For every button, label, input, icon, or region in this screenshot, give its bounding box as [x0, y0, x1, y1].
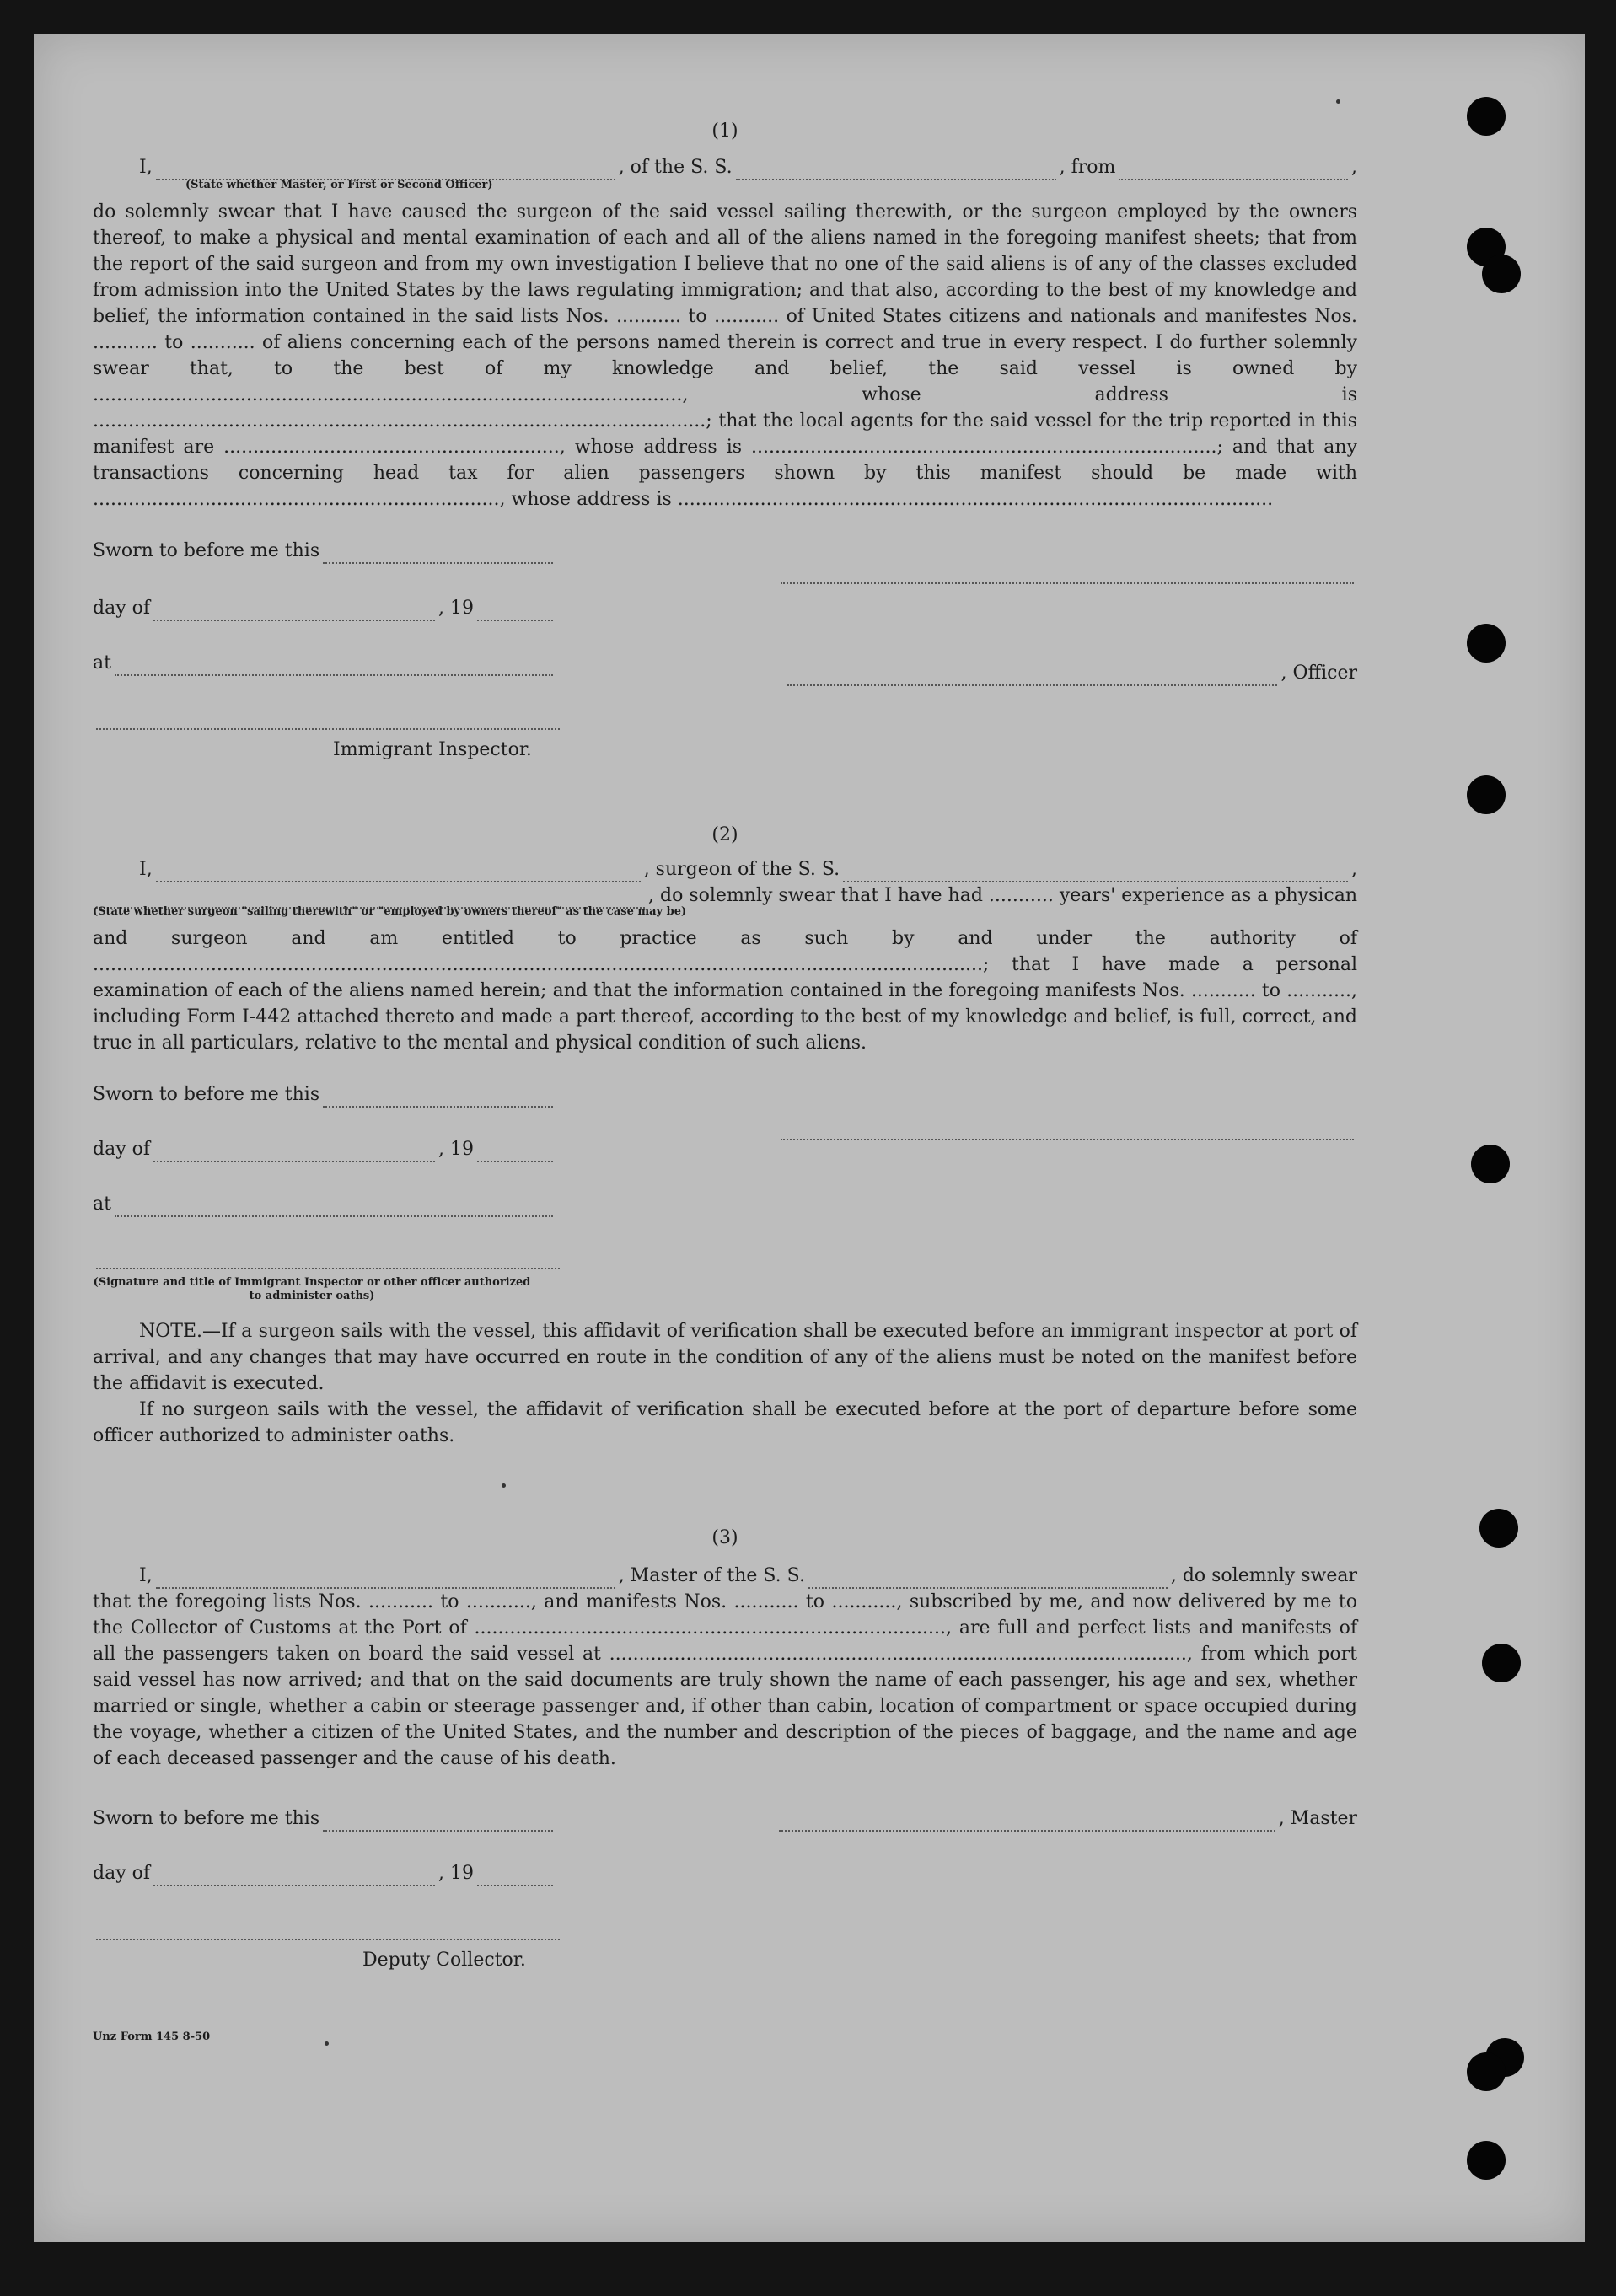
punch-hole [1467, 2141, 1506, 2180]
sec3-master-label: , Master [1278, 1808, 1357, 1829]
sec1-at-field[interactable] [115, 656, 553, 676]
sec3-sworn-field[interactable] [323, 1811, 553, 1832]
departure-port-field[interactable] [1119, 160, 1348, 180]
sec2-swear: , do solemnly swear that I have had ........... years' experience as a physican [648, 885, 1357, 906]
sec2-note-paragraph-2: If no surgeon sails with the vessel, the affidavit of verification shall be executed before at the port of departure before some officer authorized to administer oaths. [93, 1399, 1357, 1446]
sec1-i: I, [139, 157, 153, 178]
sec2-i: I, [139, 859, 153, 880]
sec1-day-line [93, 595, 556, 621]
sec1-from: , from [1059, 157, 1116, 178]
sec2-vessel-field[interactable] [843, 862, 1348, 882]
sec2-signature-note: (Signature and title of Immigrant Inspector or other officer authorized to administer oaths) [93, 1276, 531, 1302]
section-3-number: (3) [711, 1527, 738, 1548]
sec3-vessel-field[interactable] [808, 1569, 1168, 1589]
sec3-nineteen: , 19 [438, 1863, 474, 1884]
sec1-of-ss: , of the S. S. [618, 157, 733, 178]
sec3-year-field[interactable] [477, 1866, 553, 1886]
punch-hole [1467, 775, 1506, 814]
sec1-nineteen: , 19 [438, 598, 474, 619]
sec1-officer-sign [784, 660, 1357, 686]
officer-name-field[interactable] [156, 160, 615, 180]
sec3-i: I, [139, 1565, 153, 1586]
punch-hole [1467, 2052, 1506, 2091]
sec1-at-line [93, 650, 556, 676]
sec1-inspector-line[interactable] [96, 710, 560, 730]
sec1-comma: , [1351, 157, 1357, 178]
punch-hole [1482, 1644, 1521, 1682]
sec1-inspector-label: Immigrant Inspector. [333, 739, 532, 760]
punch-hole [1471, 1145, 1510, 1183]
punch-hole [1479, 1509, 1518, 1548]
sec1-signature-line[interactable] [781, 564, 1354, 584]
sec1-opening-line [93, 154, 1357, 180]
sec3-master-field[interactable] [779, 1811, 1275, 1832]
punch-hole [1467, 97, 1506, 136]
sec2-day-row [93, 1108, 1357, 1162]
sec1-officer-field[interactable] [787, 666, 1277, 686]
punch-hole [1482, 255, 1521, 293]
vessel-name-field[interactable] [736, 160, 1056, 180]
form-number: Unz Form 145 8-50 [93, 2030, 211, 2043]
sec3-collector-label: Deputy Collector. [362, 1950, 526, 1971]
sec3-swear: , do solemnly swear [1170, 1565, 1357, 1586]
sec3-collector-line[interactable] [96, 1920, 560, 1940]
sec2-year-field[interactable] [477, 1142, 553, 1162]
sec1-sworn-line [93, 538, 556, 564]
sec2-note: (State whether surgeon "sailing therewith" or "employed by owners thereof" as the case may be) [93, 905, 687, 918]
sec1-officer-note: (State whether Master, or First or Second Officer) [185, 179, 493, 191]
section-2-number: (2) [711, 824, 738, 845]
sec2-day-label: day of [93, 1139, 151, 1160]
sec1-sworn-field[interactable] [323, 544, 553, 564]
sec3-sworn-row [93, 1805, 1357, 1832]
sec1-day-field[interactable] [153, 601, 435, 621]
sec1-officer-label: , Officer [1280, 663, 1357, 684]
sec1-year-field[interactable] [477, 601, 553, 621]
sec3-day-line [93, 1860, 556, 1886]
sec2-signature-line[interactable] [781, 1120, 1354, 1140]
sec3-opening-line [93, 1563, 1357, 1589]
sec2-inspector-line[interactable] [96, 1249, 560, 1269]
master-name-field[interactable] [156, 1569, 615, 1589]
sec1-sworn-label: Sworn to before me this [93, 540, 320, 561]
punch-hole [1467, 624, 1506, 663]
form-content [93, 110, 1357, 2050]
sec2-at-label: at [93, 1194, 111, 1215]
sec2-day-field[interactable] [153, 1142, 435, 1162]
sec2-at-field[interactable] [115, 1197, 553, 1217]
sec2-day-line [93, 1136, 556, 1162]
sec3-day-field[interactable] [153, 1866, 435, 1886]
sec3-master-sign [776, 1805, 1357, 1832]
sec3-sworn-label: Sworn to before me this [93, 1808, 320, 1829]
sec1-day-label: day of [93, 598, 151, 619]
sec1-at-label: at [93, 652, 111, 673]
speck [1336, 99, 1340, 104]
sec2-comma: , [1351, 859, 1357, 880]
sec1-paragraph: do solemnly swear that I have caused the surgeon of the said vessel sailing therewith, or the surgeon employed by the owners thereof, to make a physical and mental examination of each and all of the aliens named in the foregoing manifest sheets; that from the report of the said surgeon and from my own investigation I believe that no one of the said aliens is of any of the classes excluded from admission into the United States by the laws regulating immigration; and that also, according to the best of my knowledge and belief, the information contained in the said lists Nos. ........... to ........... of United States citizens and nationals and manifestes Nos. ........... to ........... of aliens concerning each of the persons named therein is correct and true in every respect. I do further solemnly swear that, to the best of my knowledge and belief, the said vessel is owned by ...................................................................................................., whose address is ........................................................................................................; that the local agents for the said vessel for the trip reported in this manifest are ........................................................., whose address is ...............................................................................; and that any transactions concerning head tax for alien passengers shown by this manifest should be made with ....................................................................., whose address is ..................................................................................................... [93, 201, 1357, 510]
surgeon-name-field[interactable] [156, 862, 641, 882]
sec2-nineteen: , 19 [438, 1139, 474, 1160]
sec3-sworn-line [93, 1805, 556, 1832]
sec2-opening-line [93, 856, 1357, 882]
sec2-note-paragraph-1: NOTE.—If a surgeon sails with the vessel, this affidavit of verification shall be executed before an immigrant inspector at port of arrival, and any changes that may have occurred en route in the condition of any of the aliens must be noted on the manifest before the affidavit is executed. [93, 1321, 1357, 1394]
sec1-at-row [93, 650, 1357, 684]
sec2-sworn-field[interactable] [323, 1087, 553, 1108]
sec2-sworn-line [93, 1081, 556, 1108]
sec3-day-label: day of [93, 1863, 151, 1884]
sec2-surgeon-of: , surgeon of the S. S. [643, 859, 840, 880]
section-1-number: (1) [711, 121, 738, 142]
sec2-paragraph: and surgeon and am entitled to practice as such by and under the authority of .......................................................................................................................................................; that I have made a personal examination of each of the aliens named herein; and that the information contained in the foregoing manifests Nos. ........... to ..........., including Form I-442 attached thereto and made a part thereof, according to the best of my knowledge and belief, is full, correct, and true in all particulars, relative to the mental and physical condition of such aliens. [93, 928, 1357, 1054]
sec3-paragraph: that the foregoing lists Nos. ........... to ..........., and manifests Nos. ........... to ..........., subscribed by me, and now delivered by me to the Collector of Customs at the Port of ................................................................................, are full and perfect lists and manifests of all the passengers taken on board the said vessel at .................................................................................................., from which port said vessel has now arrived; and that on the said documents are truly shown the name of each passenger, his age and sex, whether married or single, whether a cabin or steerage passenger and, if other than cabin, location of compartment or space occupied during the voyage, whether a citizen of the United States, and the number and description of the pieces of baggage, and the name and age of each deceased passenger and the cause of his death. [93, 1591, 1357, 1769]
sec3-master-of: , Master of the S. S. [618, 1565, 805, 1586]
sec1-day-row [93, 564, 1357, 621]
sec2-at-line [93, 1191, 556, 1217]
sec2-sworn-label: Sworn to before me this [93, 1084, 320, 1105]
